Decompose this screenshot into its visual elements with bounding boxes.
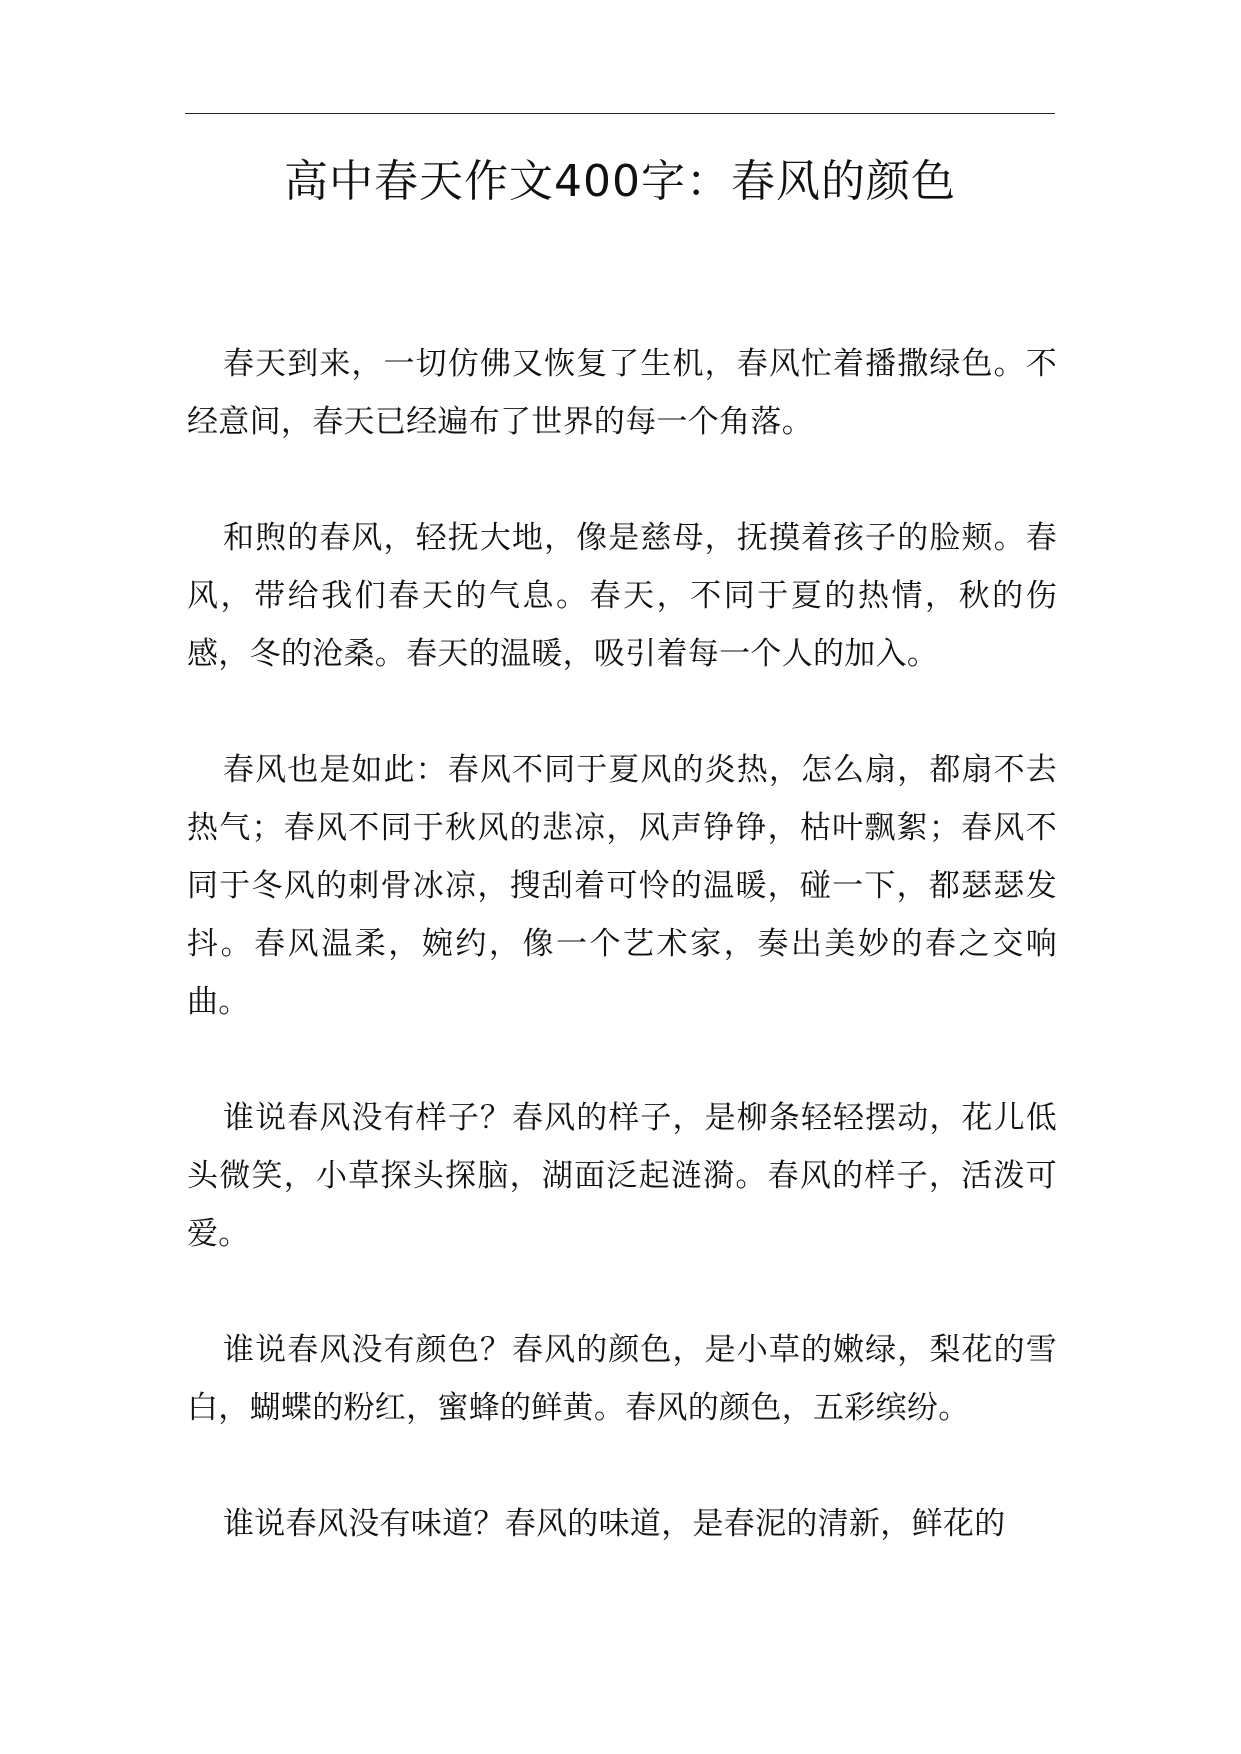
paragraph-6: 谁说春风没有味道？春风的味道，是春泥的清新，鲜花的 [223,1506,1006,1542]
essay-body [187,335,1057,1611]
paragraph-3: 春风也是如此：春风不同于夏风的炎热，怎么扇，都扇不去热气；春风不同于秋风的悲凉，风声铮铮，枯叶飘絮；春风不同于冬风的刺骨冰凉，搜刮着可怜的温暖，碰一下，都瑟瑟发抖。春风温柔，婉约，像一个艺术家，奏出美妙的春之交响曲。 [187,752,1057,1020]
paragraph-4: 谁说春风没有样子？春风的样子，是柳条轻轻摆动，花儿低头微笑，小草探头探脑，湖面泛起涟漪。春风的样子，活泼可爱。 [187,1100,1057,1252]
page-title: 高中春天作文400字：春风的颜色 [284,156,956,207]
paragraph-5: 谁说春风没有颜色？春风的颜色，是小草的嫩绿，梨花的雪白，蝴蝶的粉红，蜜蜂的鲜黄。春风的颜色，五彩缤纷。 [187,1332,1057,1426]
paragraph-2: 和煦的春风，轻抚大地，像是慈母，抚摸着孩子的脸颊。春风，带给我们春天的气息。春天，不同于夏的热情，秋的伤感，冬的沧桑。春天的温暖，吸引着每一个人的加入。 [187,520,1057,672]
paragraph-1: 春天到来，一切仿佛又恢复了生机，春风忙着播撒绿色。不经意间，春天已经遍布了世界的每一个角落。 [187,346,1057,440]
header-divider [185,113,1055,114]
